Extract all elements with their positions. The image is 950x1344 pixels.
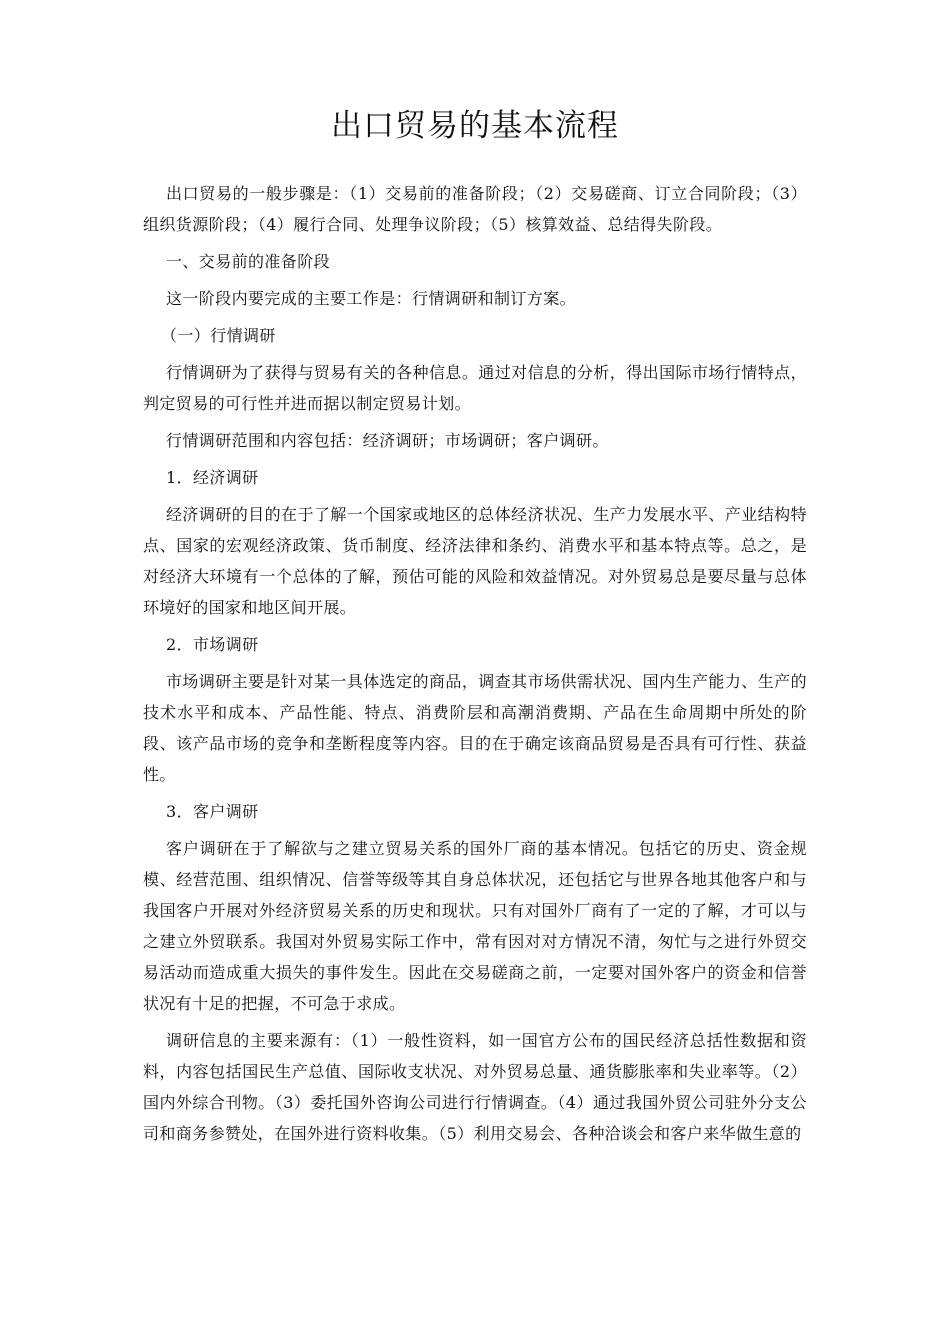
- subsection-heading-market-research: （一）行情调研: [161, 326, 276, 345]
- document-body: [143, 178, 807, 1149]
- paragraph-research-purpose: 行情调研为了获得与贸易有关的各种信息。通过对信息的分析，得出国际市场行情特点，判定贸易的可行性并进而据以制定贸易计划。: [143, 363, 807, 413]
- item-heading-customer-research: 3．客户调研: [166, 802, 259, 821]
- document-title: 出口贸易的基本流程: [331, 108, 619, 144]
- paragraph-market-research: 市场调研主要是针对某一具体选定的商品，调查其市场供需状况、国内生产能力、生产的技术水平和成本、产品性能、特点、消费阶层和高潮消费期、产品在生命周期中所处的阶段、该产品市场的竞争和垄断程度等内容。目的在于确定该商品贸易是否具有可行性、获益性。: [143, 672, 807, 784]
- paragraph-stage-tasks: 这一阶段内要完成的主要工作是：行情调研和制订方案。: [166, 289, 577, 308]
- paragraph-customer-research: 客户调研在于了解欲与之建立贸易关系的国外厂商的基本情况。包括它的历史、资金规模、经营范围、组织情况、信誉等级等其自身总体状况，还包括它与世界各地其他客户和与我国客户开展对外经济贸易关系的历史和现状。只有对国外厂商有了一定的了解，才可以与之建立外贸联系。我国对外贸易实际工作中，常有因对对方情况不清，匆忙与之进行外贸交易活动而造成重大损失的事件发生。因此在交易磋商之前，一定要对国外客户的资金和信誉状况有十足的把握，不可急于求成。: [143, 839, 807, 1013]
- paragraph-research-scope: 行情调研范围和内容包括：经济调研；市场调研；客户调研。: [166, 431, 609, 450]
- paragraph-steps: 出口贸易的一般步骤是：（1）交易前的准备阶段；（2）交易磋商、订立合同阶段；（3）组织货源阶段；（4）履行合同、处理争议阶段；（5）核算效益、总结得失阶段。: [143, 184, 807, 234]
- item-heading-economic-research: 1．经济调研: [166, 468, 259, 487]
- paragraph-information-sources: 调研信息的主要来源有：（1）一般性资料，如一国官方公布的国民经济总括性数据和资料，内容包括国民生产总值、国际收支状况、对外贸易总量、通货膨胀率和失业率等。（2）国内外综合刊物。（3）委托国外咨询公司进行行情调查。（4）通过我国外贸公司驻外分支公司和商务参赞处，在国外进行资料收集。（5）利用交易会、各种洽谈会和客户来华做生意的: [143, 1031, 807, 1143]
- paragraph-economic-research: 经济调研的目的在于了解一个国家或地区的总体经济状况、生产力发展水平、产业结构特点、国家的宏观经济政策、货币制度、经济法律和条约、消费水平和基本特点等。总之，是对经济大环境有一个总体的了解，预估可能的风险和效益情况。对外贸易总是要尽量与总体环境好的国家和地区间开展。: [143, 505, 807, 617]
- section-heading-preparation: 一、交易前的准备阶段: [166, 252, 331, 271]
- item-heading-market-research: 2．市场调研: [166, 635, 259, 654]
